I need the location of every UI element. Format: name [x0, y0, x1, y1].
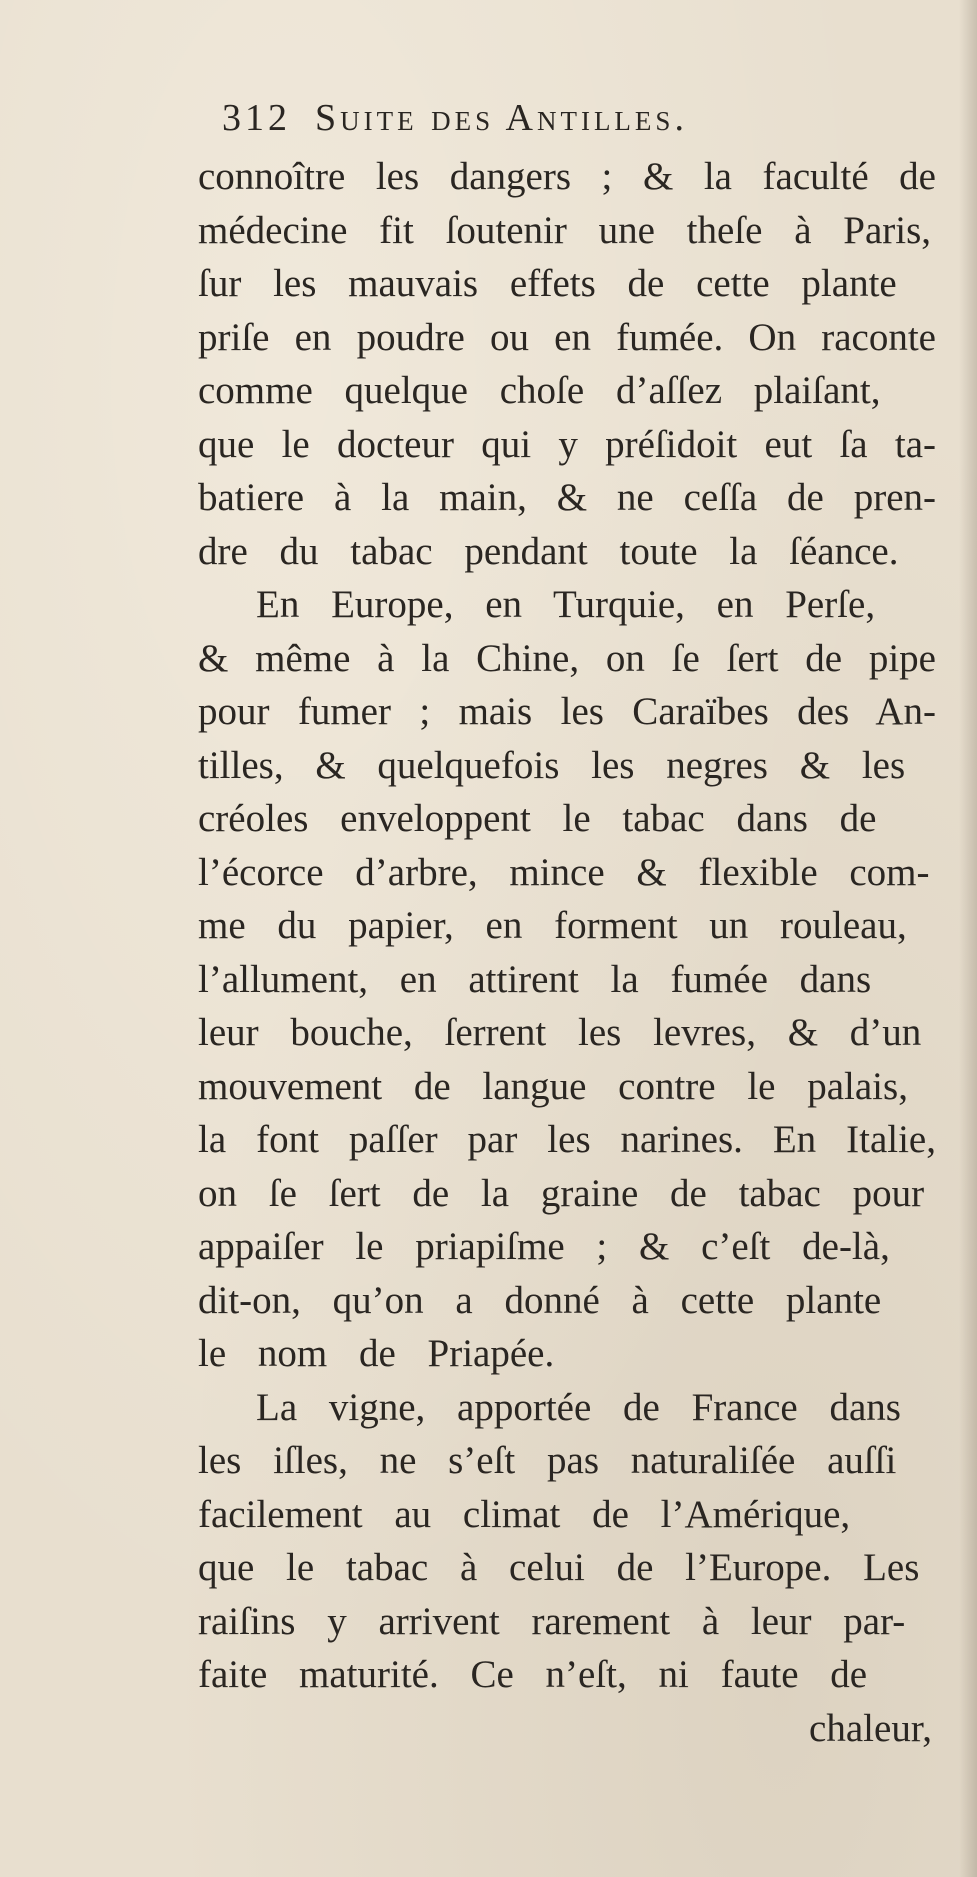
- text-line: l’écorce d’arbre, mince & flexible com-: [198, 850, 930, 894]
- text-line: raiſins y arrivent rarement à leur par-: [198, 1599, 906, 1643]
- text-line: dit-on, qu’on a donné à cette plante: [198, 1278, 882, 1322]
- text-line: leur bouche, ſerrent les levres, & d’un: [198, 1011, 922, 1054]
- text-line: dre du tabac pendant toute la ſéance.: [198, 529, 899, 573]
- text-line: faite maturité. Ce n’eſt, ni faute de: [198, 1653, 868, 1696]
- text-line: facilement au climat de l’Amérique,: [198, 1492, 851, 1536]
- text-line: priſe en poudre ou en fumée. On raconte: [198, 315, 936, 359]
- running-header: [222, 96, 946, 150]
- paragraph-start-line: La vigne, apportée de France dans: [256, 1385, 901, 1429]
- text-line: le nom de Priapée.: [198, 1332, 555, 1375]
- text-line: tilles, & quelquefois les negres & les: [198, 743, 906, 787]
- text-line: l’allument, en attirent la fumée dans: [198, 957, 872, 1001]
- text-line: la font paſſer par les narines. En Italie,: [198, 1118, 936, 1161]
- text-line: comme quelque choſe d’aſſez plaiſant,: [198, 369, 881, 412]
- text-line: médecine fit ſoutenir une theſe à Paris,: [198, 208, 932, 252]
- text-line: appaiſer le priapiſme ; & c’eſt de-là,: [198, 1225, 890, 1268]
- page-number: 312: [222, 97, 291, 139]
- text-block: [198, 96, 946, 1755]
- catchword: chaleur,: [809, 1706, 932, 1750]
- paragraph-start-line: En Europe, en Turquie, en Perſe,: [256, 583, 876, 626]
- text-line: pour fumer ; mais les Caraïbes des An-: [198, 690, 936, 733]
- text-line: les iſles, ne s’eſt pas naturaliſée auſſi: [198, 1439, 897, 1482]
- page-edge-shadow: [959, 0, 977, 1877]
- text-line: créoles enveloppent le tabac dans de: [198, 797, 877, 840]
- text-line: que le tabac à celui de l’Europe. Les: [198, 1546, 920, 1589]
- text-line: connoître les dangers ; & la faculté de: [198, 155, 936, 198]
- text-line: batiere à la main, & ne ceſſa de pren-: [198, 476, 936, 519]
- text-line: me du papier, en forment un rouleau,: [198, 904, 907, 947]
- text-line: & même à la Chine, on ſe ſert de pipe: [198, 636, 936, 680]
- text-line: mouvement de langue contre le palais,: [198, 1064, 908, 1108]
- text-line: ſur les mauvais effets de cette plante: [198, 262, 897, 305]
- running-title: Suite des Antilles.: [315, 97, 688, 139]
- text-line: on ſe ſert de la graine de tabac pour: [198, 1171, 925, 1215]
- text-line: que le docteur qui y préſidoit eut ſa ta-: [198, 422, 936, 466]
